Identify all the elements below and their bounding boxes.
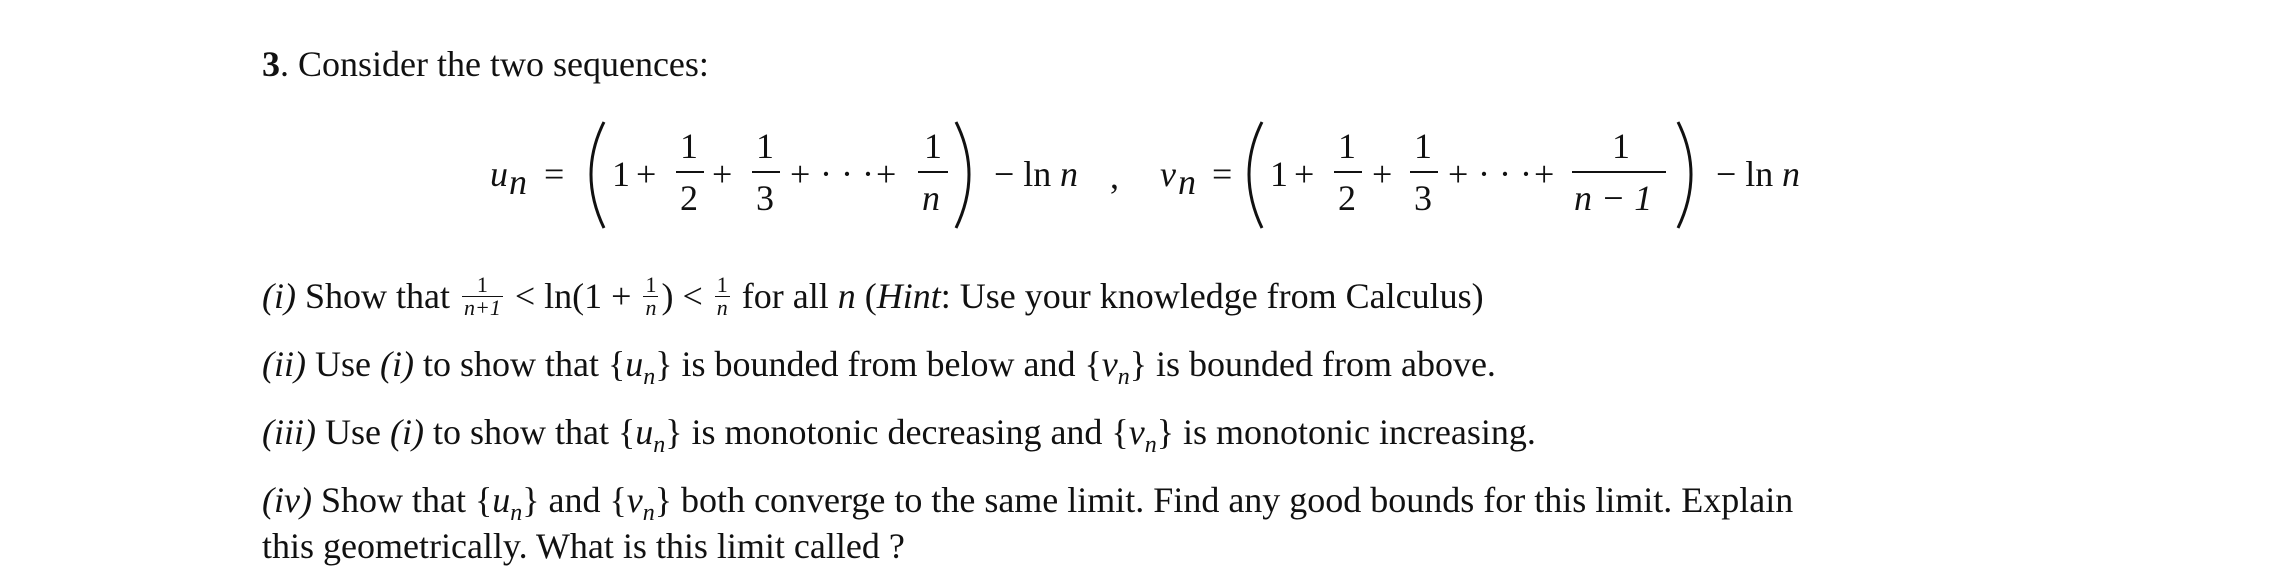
part-iii-text: } is monotonic decreasing and { <box>665 412 1129 452</box>
u-frac2-num: 1 <box>680 126 698 166</box>
part-iv-line-2 <box>262 524 905 568</box>
part-i-label: (i) <box>262 276 296 316</box>
v-fracn-den: n − 1 <box>1574 178 1653 218</box>
v-left-paren <box>1249 122 1262 228</box>
u-fracn-num: 1 <box>924 126 942 166</box>
u-symbol: u <box>490 154 508 194</box>
v-subscript: n <box>1178 162 1196 202</box>
u-dots: · · · <box>820 154 874 194</box>
sequence-u-subscript: n <box>653 432 666 459</box>
hint-word: Hint <box>876 276 941 316</box>
u-minus-ln: − ln <box>994 154 1052 194</box>
part-iii-text: Use <box>315 412 390 452</box>
part-iii-label: (iii) <box>262 412 316 452</box>
fraction-1-over-n <box>715 274 730 319</box>
fraction-numerator: 1 <box>645 272 657 298</box>
v-frac3-num: 1 <box>1414 126 1432 166</box>
part-ii-text: to show that { <box>413 344 626 384</box>
u-plus-3: + <box>790 154 811 194</box>
u-fracn-den: n <box>922 178 940 218</box>
v-minus-ln: − ln <box>1716 154 1774 194</box>
v-plus-1: + <box>1294 154 1315 194</box>
sequence-v-subscript: n <box>642 500 655 527</box>
v-plus-3: + <box>1448 154 1469 194</box>
fraction-numerator: 1 <box>716 272 728 298</box>
part-iv-text: } both converge to the same limit. Find any good bounds for this limit. Explain <box>654 480 1794 520</box>
u-one: 1 <box>612 154 630 194</box>
part-reference: (i) <box>389 412 424 452</box>
part-i-text: : Use your knowledge from Calculus) <box>940 276 1484 316</box>
u-frac3-den: 3 <box>756 178 774 218</box>
u-plus-2: + <box>712 154 733 194</box>
part-ii-text: } is bounded from below and { <box>655 344 1102 384</box>
v-equals: = <box>1212 154 1233 194</box>
v-ln-arg: n <box>1782 154 1800 194</box>
equation-separator: , <box>1110 156 1119 196</box>
part-iv-text: this geometrically. What is this limit called ? <box>262 526 905 566</box>
u-subscript: n <box>509 162 527 202</box>
part-i <box>262 274 1484 322</box>
display-equation <box>0 110 2285 250</box>
v-plus-4: + <box>1534 154 1555 194</box>
u-ln-arg: n <box>1060 154 1078 194</box>
sequence-v-subscript: n <box>1117 364 1130 391</box>
part-iii <box>262 410 1536 467</box>
problem-number: 3 <box>262 44 280 84</box>
fraction-1-over-n <box>643 274 658 319</box>
fraction-1-over-n-plus-1 <box>462 274 503 319</box>
part-iv-text: Show that { <box>311 480 493 520</box>
sequence-u: u <box>635 412 654 452</box>
v-right-paren <box>1678 122 1691 228</box>
v-frac2-num: 1 <box>1338 126 1356 166</box>
u-frac2-den: 2 <box>680 178 698 218</box>
part-iv-label: (iv) <box>262 480 312 520</box>
part-i-text: ) < <box>661 276 712 316</box>
part-i-text: < ln(1 + <box>505 276 641 316</box>
v-symbol: v <box>1160 154 1176 194</box>
sequence-u-subscript: n <box>510 500 523 527</box>
part-iv-text: } and { <box>522 480 627 520</box>
part-ii-label: (ii) <box>262 344 306 384</box>
sequence-v: v <box>1128 412 1145 452</box>
equation-svg <box>0 110 2285 250</box>
sequence-u: u <box>625 344 644 384</box>
variable-n: n <box>837 276 856 316</box>
problem-heading <box>262 42 709 86</box>
sequence-u: u <box>492 480 511 520</box>
sequence-v: v <box>1101 344 1118 384</box>
fraction-denominator: n <box>645 295 657 321</box>
fraction-denominator: n <box>716 295 728 321</box>
sequence-v: v <box>626 480 643 520</box>
v-frac2-den: 2 <box>1338 178 1356 218</box>
u-plus-1: + <box>636 154 657 194</box>
part-reference: (i) <box>379 344 414 384</box>
part-ii-text: } is bounded from above. <box>1129 344 1496 384</box>
sequence-u-subscript: n <box>643 364 656 391</box>
u-equals: = <box>544 154 565 194</box>
fraction-denominator: n+1 <box>464 295 501 321</box>
sequence-v-subscript: n <box>1144 432 1157 459</box>
fraction-numerator: 1 <box>462 274 503 297</box>
u-frac3-num: 1 <box>756 126 774 166</box>
problem-intro: . Consider the two sequences: <box>280 44 709 84</box>
v-dots: · · · <box>1478 154 1532 194</box>
part-ii <box>262 342 1496 399</box>
v-plus-2: + <box>1372 154 1393 194</box>
part-iii-text: to show that { <box>423 412 636 452</box>
part-ii-text: Use <box>305 344 380 384</box>
part-i-text: for all <box>732 276 838 316</box>
v-one: 1 <box>1270 154 1288 194</box>
u-plus-4: + <box>876 154 897 194</box>
u-right-paren <box>956 122 969 228</box>
part-i-text: ( <box>855 276 877 316</box>
part-i-text: Show that <box>295 276 459 316</box>
v-frac3-den: 3 <box>1414 178 1432 218</box>
u-left-paren <box>591 122 604 228</box>
v-fracn-num: 1 <box>1612 126 1630 166</box>
part-iii-text: } is monotonic increasing. <box>1156 412 1536 452</box>
